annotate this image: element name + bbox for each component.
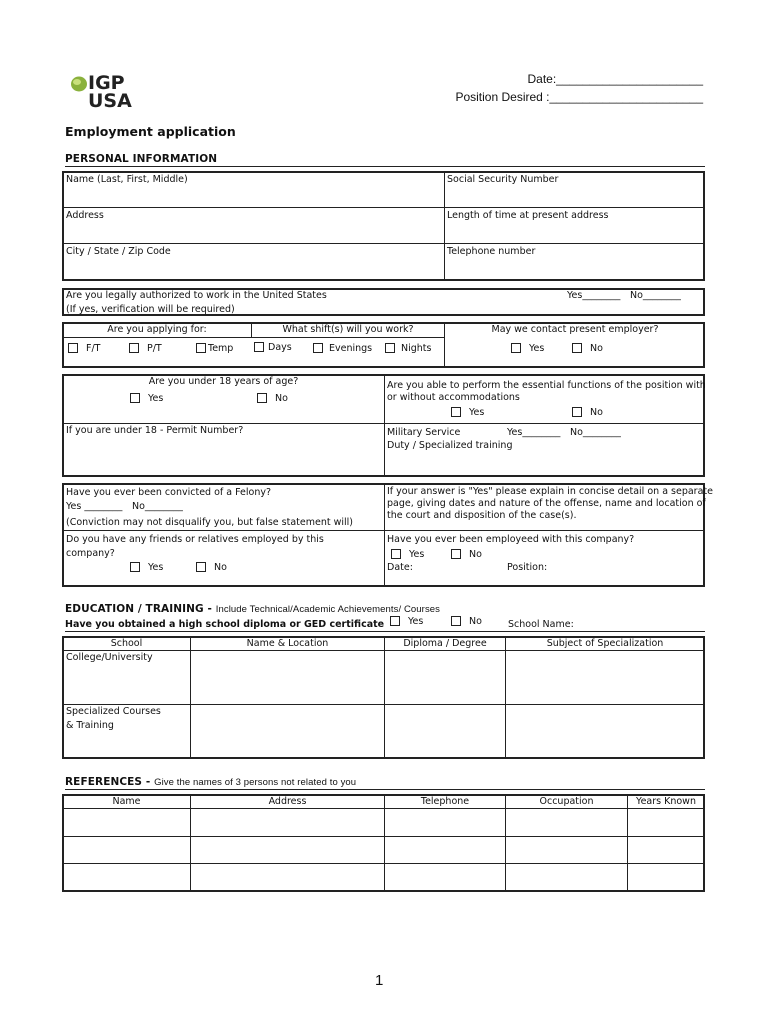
length-address-field-label[interactable]: Length of time at present address (447, 210, 609, 221)
option-label: No (275, 393, 288, 404)
option-label: Yes (408, 616, 424, 627)
divider (384, 375, 385, 476)
logo-text-top: IGP (88, 72, 125, 94)
contact-no[interactable] (572, 343, 603, 355)
essential-question-cont: or without accommodations (387, 392, 520, 403)
references-col-header: Telephone (420, 796, 470, 807)
option-ft[interactable] (68, 343, 100, 355)
friends-question-cont: company? (66, 548, 115, 559)
city-field-label[interactable]: City / State / Zip Code (66, 246, 171, 257)
option-nights[interactable] (385, 343, 431, 355)
address-field-label[interactable]: Address (66, 210, 104, 221)
diploma-question: Have you obtained a high school diploma or GED certificate (65, 619, 385, 630)
military-service-label: Military Service (387, 427, 461, 438)
education-heading-title: EDUCATION / TRAINING - (65, 603, 212, 615)
checkbox-icon[interactable] (68, 343, 78, 353)
ssn-field-label[interactable]: Social Security Number (447, 174, 559, 185)
phone-field-label[interactable]: Telephone number (447, 246, 536, 257)
checkbox-icon[interactable] (391, 549, 401, 559)
date-line[interactable]: Date:______________________ (527, 72, 703, 86)
education-col-header: Name & Location (246, 638, 329, 649)
felony-no-line[interactable]: No________ (132, 501, 183, 512)
essential-no[interactable] (572, 407, 603, 419)
education-col-header: Diploma / Degree (403, 638, 487, 649)
references-heading-sub: Give the names of 3 persons not related to you (154, 777, 357, 788)
position-desired-line[interactable]: Position Desired :_______________________ (455, 90, 703, 104)
essential-yes[interactable] (451, 407, 484, 419)
contact-yes[interactable] (511, 343, 544, 355)
education-row-college: College/University (66, 652, 153, 663)
education-col-header: Subject of Specialization (546, 638, 664, 649)
option-label: Yes (148, 562, 164, 573)
personal-box (62, 171, 705, 281)
school-name-label[interactable]: School Name: (508, 619, 574, 630)
option-label: No (469, 549, 482, 560)
checkbox-icon[interactable] (385, 343, 395, 353)
option-evenings[interactable] (313, 343, 372, 355)
option-label: F/T (86, 343, 101, 354)
under18-no[interactable] (257, 393, 288, 405)
authorized-question: Are you legally authorized to work in the United States (66, 290, 327, 301)
divider (63, 423, 704, 424)
checkbox-icon[interactable] (254, 342, 264, 352)
checkbox-icon[interactable] (451, 616, 461, 626)
friends-no[interactable] (196, 562, 227, 574)
divider (63, 337, 444, 338)
under18-question: Are you under 18 years of age? (148, 376, 299, 387)
friends-yes[interactable] (130, 562, 163, 574)
shifts-label: What shift(s) will you work? (282, 324, 414, 335)
checkbox-icon[interactable] (451, 549, 461, 559)
checkbox-icon[interactable] (572, 343, 582, 353)
divider (384, 795, 385, 891)
references-heading-title: REFERENCES - (65, 776, 151, 788)
divider (444, 172, 445, 280)
felony-yes-line[interactable]: Yes ________ (66, 501, 123, 512)
references-col-header: Years Known (636, 796, 696, 807)
globe-icon (70, 76, 88, 92)
option-label: No (590, 407, 603, 418)
checkbox-icon[interactable] (511, 343, 521, 353)
section-personal-heading: PERSONAL INFORMATION (65, 153, 218, 165)
option-temp[interactable] (196, 343, 233, 355)
checkbox-icon[interactable] (451, 407, 461, 417)
option-label: Evenings (329, 343, 373, 354)
authorized-yes-line[interactable]: Yes________ (567, 290, 621, 301)
divider (190, 795, 191, 891)
employed-before-question: Have you ever been employeed with this company? (387, 534, 635, 545)
checkbox-icon[interactable] (130, 562, 140, 572)
explain-note-3: the court and disposition of the case(s). (387, 510, 577, 521)
option-label: Yes (148, 393, 164, 404)
employed-before-no[interactable] (451, 549, 482, 561)
military-yes-line[interactable]: Yes________ (507, 427, 561, 438)
diploma-no[interactable] (451, 616, 482, 628)
divider (190, 637, 191, 758)
education-row-specialized-cont: & Training (66, 720, 114, 731)
felony-question: Have you ever been convicted of a Felony? (66, 487, 272, 498)
divider (384, 484, 385, 586)
checkbox-icon[interactable] (129, 343, 139, 353)
option-label: Days (268, 342, 292, 353)
explain-note-2: page, giving dates and nature of the offense, name and location of (387, 498, 706, 509)
option-label: No (214, 562, 227, 573)
divider (63, 243, 704, 244)
checkbox-icon[interactable] (130, 393, 140, 403)
option-label: Temp (208, 343, 234, 354)
section-references-heading (65, 776, 356, 788)
contact-employer-label: May we contact present employer? (491, 324, 659, 335)
option-label: No (469, 616, 482, 627)
checkbox-icon[interactable] (196, 562, 206, 572)
option-label: P/T (147, 343, 162, 354)
permit-number-label[interactable]: If you are under 18 - Permit Number? (66, 425, 244, 436)
references-col-header: Occupation (539, 796, 594, 807)
divider (384, 637, 385, 758)
employed-date-label[interactable]: Date: (387, 562, 413, 573)
verification-note: (If yes, verification will be required) (66, 304, 235, 315)
option-label: Yes (529, 343, 545, 354)
friends-question: Do you have any friends or relatives employed by this (66, 534, 324, 545)
page-title: Employment application (65, 124, 236, 139)
page-number: 1 (375, 972, 384, 989)
duty-training-label[interactable]: Duty / Specialized training (387, 440, 513, 451)
option-label: Nights (401, 343, 432, 354)
option-label: Yes (409, 549, 425, 560)
section-education-heading (65, 603, 440, 615)
divider (627, 795, 628, 891)
conviction-note: (Conviction may not disqualify you, but false statement will) (66, 517, 353, 528)
references-col-header: Name (112, 796, 141, 807)
divider (65, 166, 705, 167)
checkbox-icon[interactable] (257, 393, 267, 403)
divider (505, 795, 506, 891)
company-logo (70, 74, 134, 112)
under18-yes[interactable] (130, 393, 163, 405)
option-days[interactable] (254, 342, 292, 354)
employed-before-yes[interactable] (391, 549, 424, 561)
option-pt[interactable] (129, 343, 162, 355)
divider (65, 631, 705, 632)
references-col-header: Address (268, 796, 307, 807)
employed-position-label[interactable]: Position: (507, 562, 548, 573)
divider (65, 789, 705, 790)
education-row-specialized: Specialized Courses (66, 706, 161, 717)
checkbox-icon[interactable] (572, 407, 582, 417)
applying-for-label: Are you applying for: (107, 324, 207, 335)
divider (505, 637, 506, 758)
checkbox-icon[interactable] (313, 343, 323, 353)
option-label: Yes (469, 407, 485, 418)
education-col-header: School (110, 638, 143, 649)
explain-note-1: If your answer is "Yes" please explain in concise detail on a separate (387, 486, 713, 497)
authorized-no-line[interactable]: No________ (630, 290, 681, 301)
name-field-label[interactable]: Name (Last, First, Middle) (66, 174, 188, 185)
checkbox-icon[interactable] (196, 343, 206, 353)
divider (63, 530, 704, 531)
checkbox-icon[interactable] (390, 616, 400, 626)
divider (63, 207, 704, 208)
essential-question: Are you able to perform the essential functions of the position with (387, 380, 706, 391)
education-heading-sub: Include Technical/Academic Achievements/ Courses (215, 604, 441, 615)
logo-text-bottom: USA (88, 90, 132, 112)
diploma-yes[interactable] (390, 616, 423, 628)
military-no-line[interactable]: No________ (570, 427, 621, 438)
option-label: No (590, 343, 603, 354)
